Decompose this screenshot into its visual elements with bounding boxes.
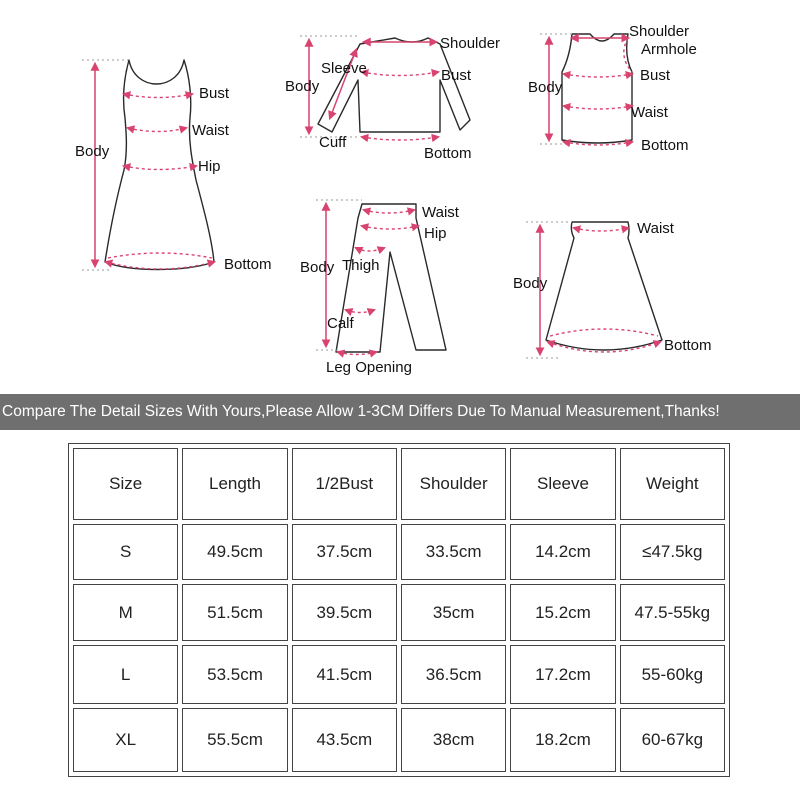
skirt-bottom-label: Bottom bbox=[664, 337, 712, 354]
cell-size: XL bbox=[73, 708, 178, 772]
dress-bust-label: Bust bbox=[199, 85, 230, 102]
shirt-diagram bbox=[285, 35, 500, 162]
dress-diagram bbox=[75, 60, 272, 273]
cell-length: 51.5cm bbox=[182, 584, 287, 641]
cell-half-bust: 39.5cm bbox=[292, 584, 397, 641]
vest-waist-label: Waist bbox=[631, 104, 668, 121]
dress-waist-label: Waist bbox=[192, 122, 229, 139]
shirt-body-label: Body bbox=[285, 78, 320, 95]
vest-shoulder-label: Shoulder bbox=[629, 23, 690, 40]
pants-waist-label: Waist bbox=[422, 204, 459, 221]
measurement-diagrams bbox=[0, 0, 800, 392]
header-sleeve: Sleeve bbox=[510, 448, 615, 520]
pants-calf-label: Calf bbox=[327, 315, 354, 332]
table-row bbox=[73, 524, 725, 580]
cell-length: 49.5cm bbox=[182, 524, 287, 580]
header-shoulder: Shoulder bbox=[401, 448, 506, 520]
dress-body-label: Body bbox=[75, 143, 110, 160]
cell-shoulder: 38cm bbox=[401, 708, 506, 772]
pants-thigh-label: Thigh bbox=[342, 257, 380, 274]
cell-length: 55.5cm bbox=[182, 708, 287, 772]
table-row bbox=[73, 645, 725, 704]
cell-size: L bbox=[73, 645, 178, 704]
cell-sleeve: 17.2cm bbox=[510, 645, 615, 704]
dress-hip-label: Hip bbox=[198, 158, 221, 175]
cell-half-bust: 43.5cm bbox=[292, 708, 397, 772]
vest-bottom-label: Bottom bbox=[641, 137, 689, 154]
cell-length: 53.5cm bbox=[182, 645, 287, 704]
cell-size: M bbox=[73, 584, 178, 641]
shirt-cuff-label: Cuff bbox=[319, 134, 347, 151]
skirt-body-label: Body bbox=[513, 275, 548, 292]
cell-sleeve: 18.2cm bbox=[510, 708, 615, 772]
table-header-row bbox=[73, 448, 725, 520]
cell-shoulder: 36.5cm bbox=[401, 645, 506, 704]
vest-armhole-label: Armhole bbox=[641, 41, 697, 58]
cell-weight: 55-60kg bbox=[620, 645, 725, 704]
table-row bbox=[73, 708, 725, 772]
vest-diagram bbox=[528, 23, 697, 154]
vest-body-label: Body bbox=[528, 79, 563, 96]
header-size: Size bbox=[73, 448, 178, 520]
skirt-diagram bbox=[513, 220, 712, 358]
cell-half-bust: 37.5cm bbox=[292, 524, 397, 580]
cell-size: S bbox=[73, 524, 178, 580]
measurement-notice-banner bbox=[0, 394, 800, 430]
size-chart-table bbox=[68, 443, 730, 777]
table-row bbox=[73, 584, 725, 641]
vest-bust-label: Bust bbox=[640, 67, 671, 84]
pants-leg-opening-label: Leg Opening bbox=[326, 359, 412, 376]
dress-bottom-label: Bottom bbox=[224, 256, 272, 273]
shirt-shoulder-label: Shoulder bbox=[440, 35, 501, 52]
pants-diagram bbox=[300, 200, 460, 376]
cell-shoulder: 35cm bbox=[401, 584, 506, 641]
header-half-bust: 1/2Bust bbox=[292, 448, 397, 520]
pants-body-label: Body bbox=[300, 259, 335, 276]
cell-sleeve: 14.2cm bbox=[510, 524, 615, 580]
header-length: Length bbox=[182, 448, 287, 520]
cell-weight: 60-67kg bbox=[620, 708, 725, 772]
header-weight: Weight bbox=[620, 448, 725, 520]
cell-half-bust: 41.5cm bbox=[292, 645, 397, 704]
banner-text: Compare The Detail Sizes With Yours,Please Allow 1-3CM Differs Due To Manual Measurement,Thanks! bbox=[2, 403, 720, 420]
shirt-bust-label: Bust bbox=[441, 67, 472, 84]
cell-sleeve: 15.2cm bbox=[510, 584, 615, 641]
cell-weight: 47.5-55kg bbox=[620, 584, 725, 641]
cell-weight: ≤47.5kg bbox=[620, 524, 725, 580]
skirt-waist-label: Waist bbox=[637, 220, 674, 237]
shirt-bottom-label: Bottom bbox=[424, 145, 472, 162]
cell-shoulder: 33.5cm bbox=[401, 524, 506, 580]
shirt-sleeve-label: Sleeve bbox=[321, 60, 367, 77]
pants-hip-label: Hip bbox=[424, 225, 447, 242]
